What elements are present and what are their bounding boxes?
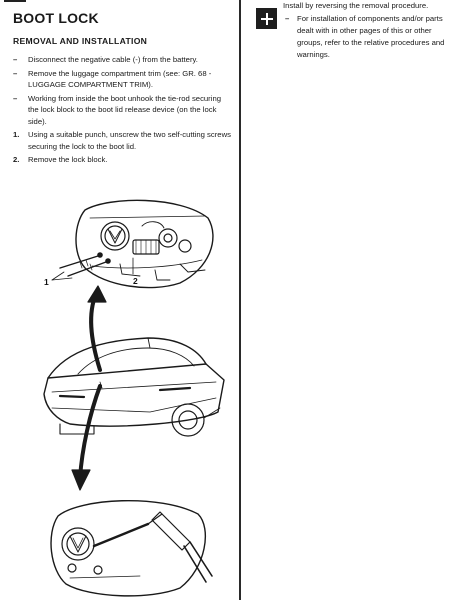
- step-marker: –: [13, 68, 18, 78]
- step-text: Disconnect the negative cable (-) from the battery.: [28, 55, 198, 64]
- lock-detail-bottom: [51, 501, 212, 596]
- callout-2: 2: [133, 276, 138, 286]
- note-marker: –: [285, 14, 290, 23]
- arrow-up-icon: [88, 286, 106, 370]
- step-marker: –: [13, 55, 18, 64]
- step-text: Working from inside the boot unhook the tie-rod securing the lock block to the boot lid release device (on the lock side).: [28, 93, 222, 126]
- list-item: [10, 129, 232, 152]
- notes-list: [283, 13, 455, 61]
- step-text: Using a suitable punch, unscrew the two self-cutting screws securing the lock to the boot lid.: [28, 130, 231, 151]
- top-rule: [4, 0, 26, 2]
- install-notes: [283, 0, 455, 61]
- list-item: [10, 93, 232, 128]
- lock-detail-top: [76, 200, 213, 287]
- step-text: Remove the luggage compartment trim (see: GR. 68 - LUGGAGE COMPARTMENT TRIM).: [28, 68, 212, 89]
- note-text: For installation of components and/or parts dealt with in other pages of this or other groups, refer to the relative procedures and warnings.: [297, 14, 445, 59]
- install-note: Install by reversing the removal procedure.: [283, 1, 429, 10]
- car-rear-view: [44, 338, 224, 436]
- callout-1: 1: [44, 277, 49, 287]
- list-item: [10, 54, 232, 66]
- arrow-down-icon: [72, 386, 100, 490]
- procedure-steps: [10, 54, 232, 166]
- boot-lock-illustration: [30, 198, 245, 598]
- list-item: [283, 13, 455, 61]
- install-cross-icon: [256, 8, 277, 29]
- step-text: Remove the lock block.: [28, 155, 108, 164]
- section-heading: REMOVAL AND INSTALLATION: [13, 36, 148, 46]
- left-column: [10, 8, 232, 168]
- list-item: [10, 154, 232, 166]
- list-item: [10, 68, 232, 91]
- step-marker: –: [13, 93, 18, 103]
- step-marker: 1.: [13, 130, 20, 139]
- step-marker: 2.: [13, 155, 20, 164]
- page-title: BOOT LOCK: [13, 10, 99, 26]
